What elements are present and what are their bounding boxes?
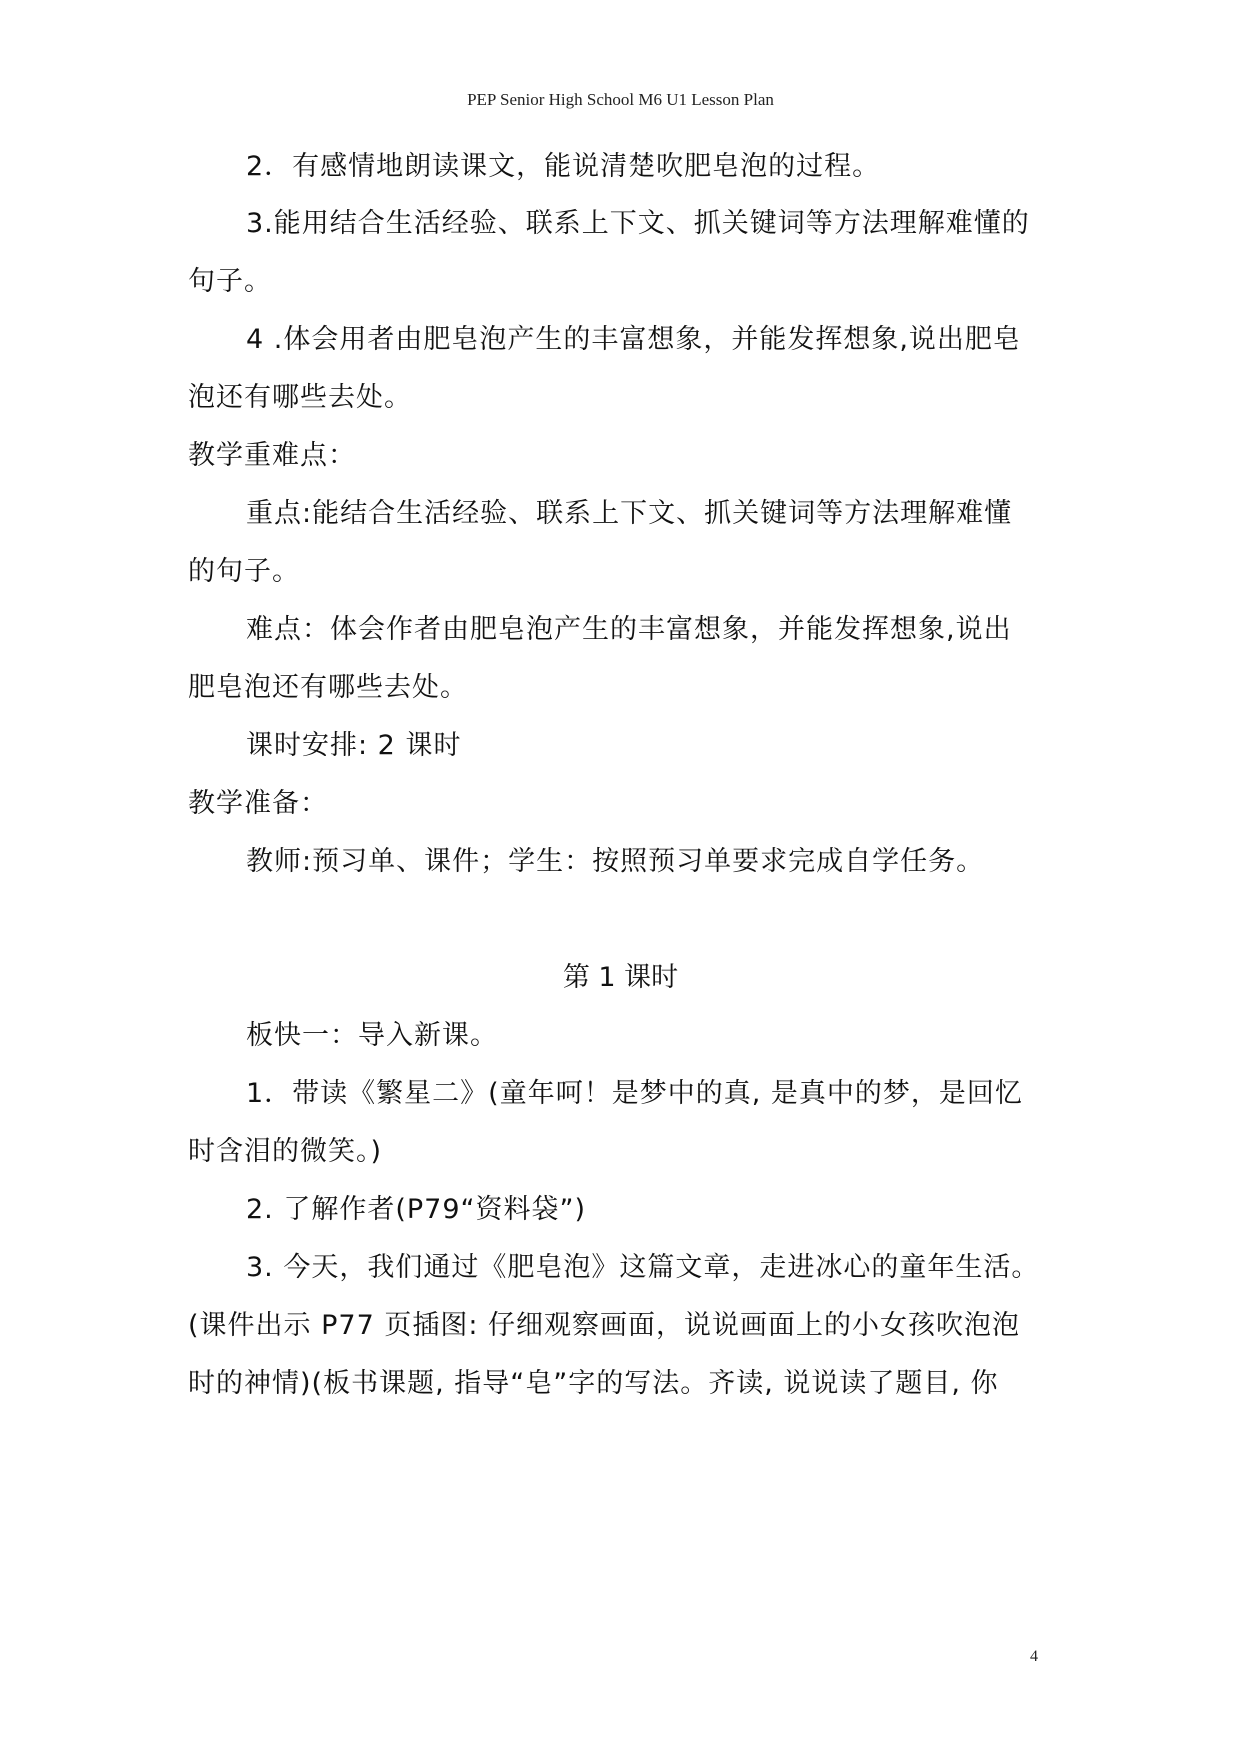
schedule-line: 课时安排: 2 课时 xyxy=(246,730,462,761)
step-1-line-2: 时含泪的微笑。) xyxy=(188,1136,383,1167)
lesson-1-title: 第 1 课时 xyxy=(562,962,679,993)
step-3-line-2: (课件出示 P77 页插图: 仔细观察画面，说说画面上的小女孩吹泡泡 xyxy=(188,1310,1021,1341)
objective-3-line-2: 句子。 xyxy=(188,266,272,297)
section-heading-preparation: 教学准备： xyxy=(188,788,328,819)
block-1-heading: 板快一：导入新课。 xyxy=(246,1020,498,1051)
step-3-line-1: 3. 今天，我们通过《肥皂泡》这篇文章，走进冰心的童年生活。 xyxy=(246,1252,1040,1283)
objective-4-line-1: 4 .体会用者由肥皂泡产生的丰富想象，并能发挥想象,说出肥皂 xyxy=(246,324,1021,355)
objective-4-line-2: 泡还有哪些去处。 xyxy=(188,382,412,413)
section-heading-key-points: 教学重难点： xyxy=(188,440,356,471)
objective-2: 2．有感情地朗读课文，能说清楚吹肥皂泡的过程。 xyxy=(246,151,881,182)
preparation-line: 教师:预习单、课件；学生：按照预习单要求完成自学任务。 xyxy=(246,846,985,877)
difficulty-line-1: 难点：体会作者由肥皂泡产生的丰富想象，并能发挥想象,说出 xyxy=(246,614,1012,645)
step-2-line: 2. 了解作者(P79“资料袋”) xyxy=(246,1194,587,1225)
page-header: PEP Senior High School M6 U1 Lesson Plan xyxy=(467,90,774,109)
difficulty-line-2: 肥皂泡还有哪些去处。 xyxy=(188,672,468,703)
step-3-line-3: 时的神情)(板书课题, 指导“皂”字的写法。齐读, 说说读了题目, 你 xyxy=(188,1368,999,1399)
step-1-line-1: 1．带读《繁星二》(童年呵！是梦中的真, 是真中的梦，是回忆 xyxy=(246,1078,1023,1109)
objective-3-line-1: 3.能用结合生活经验、联系上下文、抓关键词等方法理解难懂的 xyxy=(246,208,1030,239)
page-number: 4 xyxy=(1030,1648,1038,1665)
key-point-line-1: 重点:能结合生活经验、联系上下文、抓关键词等方法理解难懂 xyxy=(246,498,1013,529)
key-point-line-2: 的句子。 xyxy=(188,556,300,587)
